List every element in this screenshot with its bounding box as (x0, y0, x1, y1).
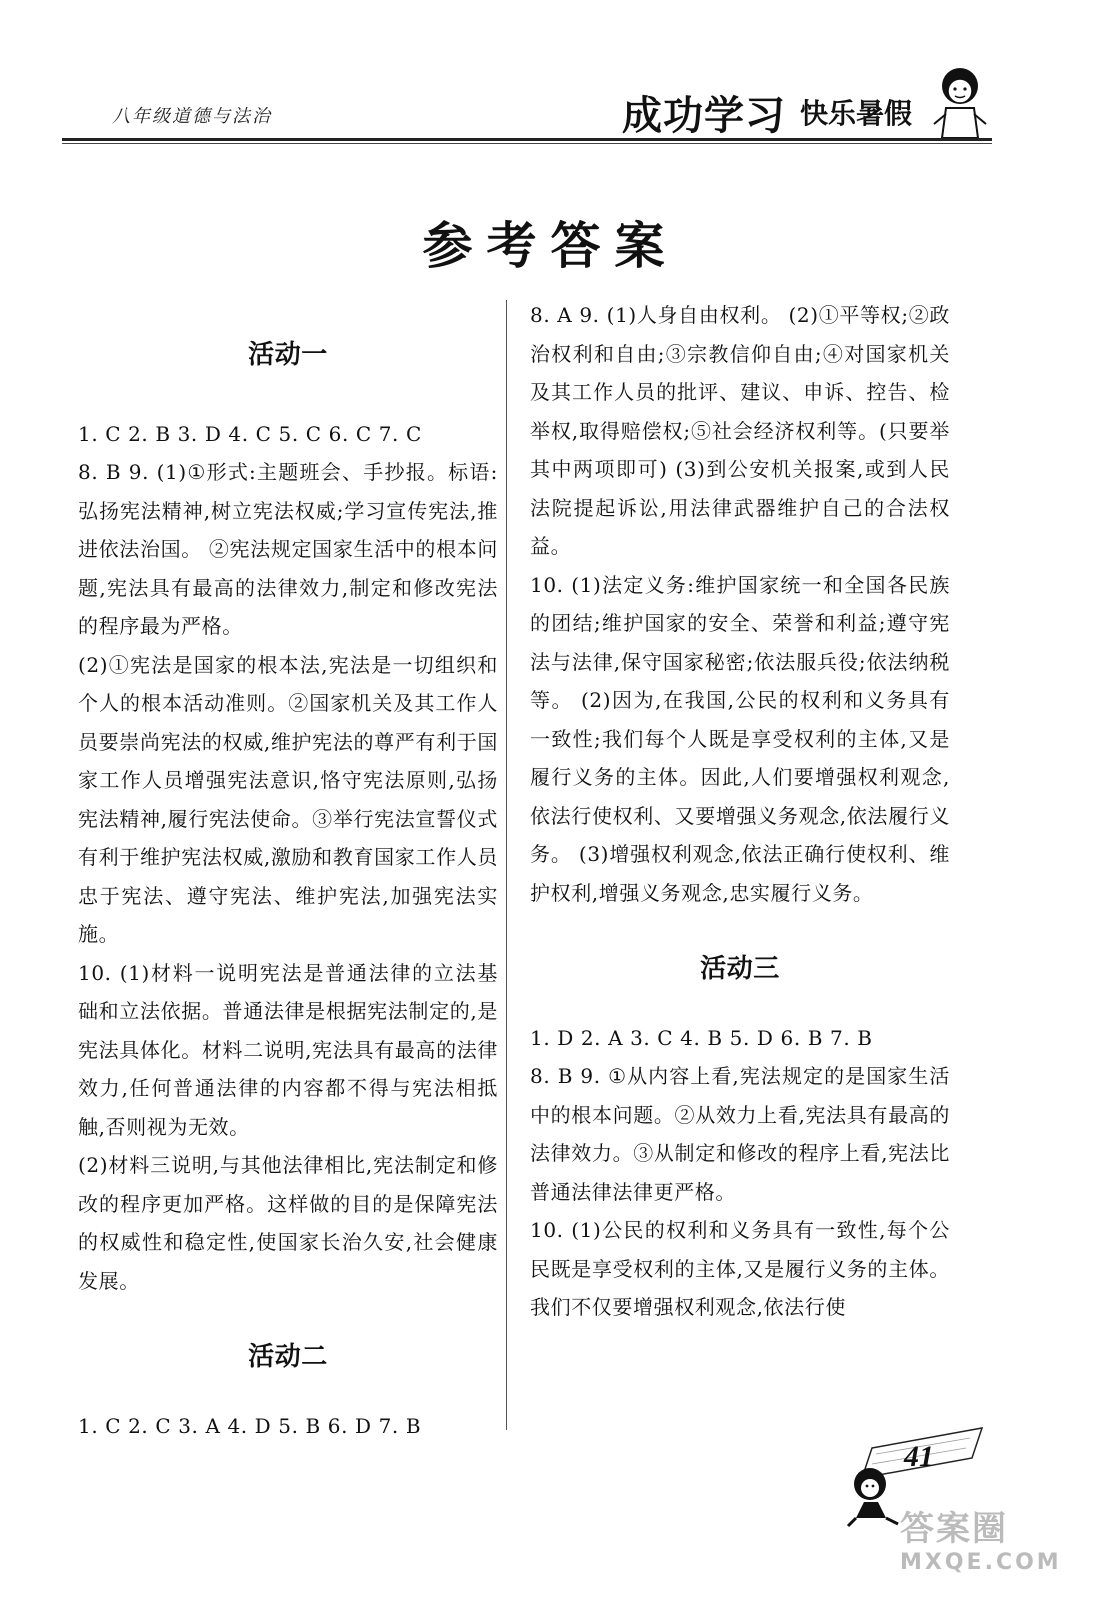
answer-line: 1. C 2. C 3. A 4. D 5. B 6. D 7. B (78, 1413, 422, 1438)
answer-line: 1. C 2. B 3. D 4. C 5. C 6. C 7. C (78, 421, 422, 446)
watermark-text: 答案圈 (900, 1509, 1008, 1549)
page-number: 41 (904, 1440, 934, 1473)
answer-line: 10. (1)法定义务:维护国家统一和全国各民族的团结;维护国家的安全、荣誉和利益;遵守宪法与法律,保守国家秘密;依法服兵役;依法纳税等。 (2)因为,在我国,公民的权利和义务具有一致性;我们每个人既是享受权利的主体,又是履行义务的主体。因此,人们要增强权利观念,依法行使权利、又要增强义务观念,依法履行义务。 (3)增强权利观念,依法正确行使权利、维护权利,增强义务观念,忠实履行义务。 (530, 572, 950, 905)
mascot-girl-icon (930, 64, 990, 144)
section-title-activity-1: 活动一 (248, 340, 328, 370)
section-title-activity-3: 活动三 (700, 954, 780, 984)
answer-line: 1. D 2. A 3. C 4. B 5. D 6. B 7. B (530, 1025, 873, 1050)
page-title: 参考答案 (422, 217, 679, 275)
header-rule (62, 138, 992, 141)
answer-line: (2)材料三说明,与其他法律相比,宪法制定和修改的程序更加严格。这样做的目的是保障宪法的权威性和稳定性,使国家长治久安,社会健康发展。 (78, 1153, 498, 1293)
answer-line: (2)①宪法是国家的根本法,宪法是一切组织和个人的根本活动准则。②国家机关及其工作人员要崇尚宪法的权威,维护宪法的尊严有利于国家工作人员增强宪法意识,恪守宪法原则,弘扬宪法精神,履行宪法使命。③举行宪法宣誓仪式有利于维护宪法权威,激励和教育国家工作人员忠于宪法、遵守宪法、维护宪法,加强宪法实施。 (78, 652, 498, 946)
header-left-text: 八年级道德与法治 (112, 106, 272, 127)
right-column (530, 296, 950, 1327)
left-column (78, 296, 498, 1445)
answer-line: 8. A 9. (1)人身自由权利。 (2)①平等权;②政治权利和自由;③宗教信仰自由;④对国家机关及其工作人员的批评、建议、申诉、控告、检举权,取得赔偿权;⑤社会经济权利等。(只要举其中两项即可) (3)到公安机关报案,或到人民法院提起诉讼,用法律武器维护自己的合法权益。 (530, 303, 950, 558)
header-brand: 成功学习 (622, 93, 786, 139)
answer-line: 8. B 9. (1)①形式:主题班会、手抄报。标语:弘扬宪法精神,树立宪法权威;学习宣传宪法,推进依法治国。 ②宪法规定国家生活中的根本问题,宪法具有最高的法律效力,制定和修改宪法的程序最为严格。 (78, 460, 498, 638)
watermark-url: MXQE.COM (900, 1550, 1062, 1575)
answer-line: 10. (1)公民的权利和义务具有一致性,每个公民既是享受权利的主体,又是履行义务的主体。我们不仅要增强权利观念,依法行使 (530, 1218, 950, 1319)
header-rule-thin (62, 143, 992, 144)
watermark (900, 1509, 1062, 1575)
answer-line: 8. B 9. ①从内容上看,宪法规定的是国家生活中的根本问题。②从效力上看,宪法具有最高的法律效力。③从制定和修改的程序上看,宪法比普通法律法律更严格。 (530, 1064, 950, 1204)
answer-line: 10. (1)材料一说明宪法是普通法律的立法基础和立法依据。普通法律是根据宪法制定的,是宪法具体化。材料二说明,宪法具有最高的法律效力,任何普通法律的内容都不得与宪法相抵触,否则视为无效。 (78, 960, 498, 1139)
header-subtitle: 快乐暑假 (800, 97, 913, 130)
column-divider (506, 300, 507, 1430)
section-title-activity-2: 活动二 (248, 1342, 328, 1372)
